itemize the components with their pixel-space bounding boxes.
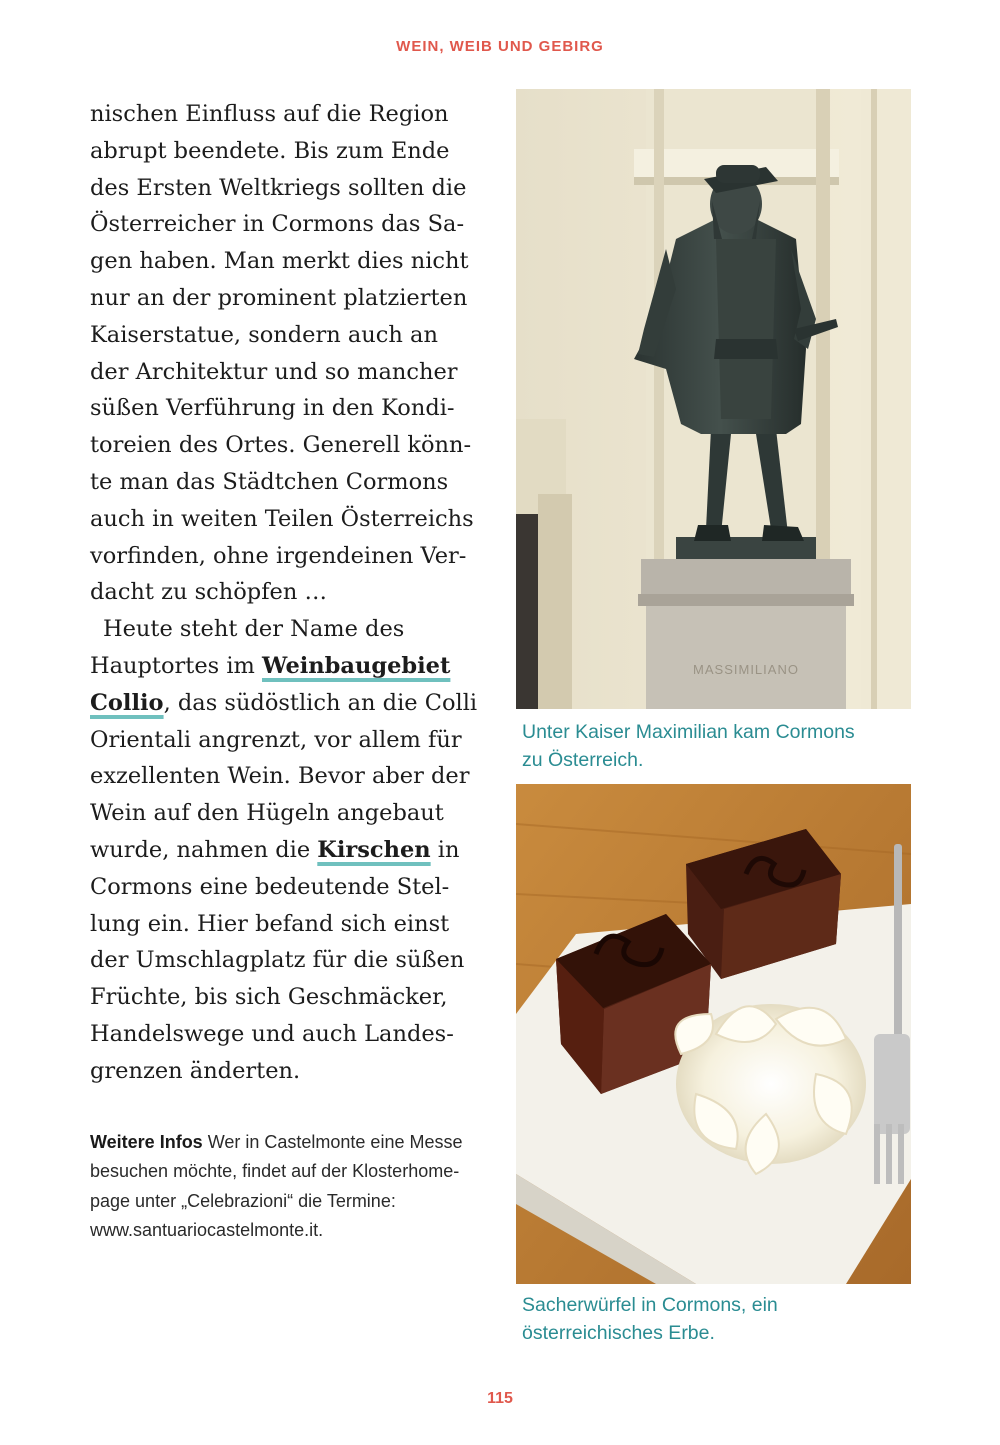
body-line — [90, 648, 490, 685]
body-text-fragment: Hauptortes im — [90, 652, 263, 679]
body-line: süßen Verführung in den Kondi- — [90, 395, 455, 422]
body-line: auch in weiten Teilen Österreichs — [90, 505, 474, 532]
body-line: Kaiserstatue, sondern auch an — [90, 321, 438, 348]
page-number: 115 — [487, 1390, 513, 1407]
body-line: nischen Einfluss auf die Region — [90, 101, 449, 127]
running-head: WEIN, WEIB UND GEBIRG — [396, 38, 604, 55]
body-line: des Ersten Weltkriegs sollten die — [90, 174, 467, 201]
body-line — [90, 832, 490, 869]
info-line — [90, 1128, 490, 1157]
caption-line: Sacherwürfel in Cormons, ein — [522, 1294, 778, 1316]
keyword-link-collio[interactable]: Collio — [90, 689, 164, 716]
body-line: toreien des Ortes. Generell könn- — [90, 432, 472, 459]
body-line: exzellenten Wein. Bevor aber der — [90, 763, 470, 790]
body-line: Wein auf den Hügeln angebaut — [90, 800, 444, 827]
body-line: Früchte, bis sich Geschmäcker, — [90, 984, 448, 1011]
body-line: Heute steht der Name des — [103, 616, 405, 643]
info-line: page unter „Celebrazioni“ die Termine: — [90, 1190, 396, 1211]
body-line: Handelswege und auch Landes- — [90, 1020, 454, 1047]
body-text-fragment: , das südöstlich an die Colli — [163, 689, 478, 716]
sacher-caption — [522, 1291, 922, 1347]
body-line: der Umschlagplatz für die süßen — [90, 947, 465, 974]
body-line: grenzen änderten. — [90, 1057, 301, 1084]
body-line: gen haben. Man merkt dies nicht — [90, 248, 469, 275]
caption-line: österreichisches Erbe. — [522, 1322, 715, 1344]
info-text: Wer in Castelmonte eine Messe — [202, 1132, 463, 1152]
body-text — [90, 96, 490, 1090]
body-line: abrupt beendete. Bis zum Ende — [90, 137, 450, 164]
info-label: Weitere Infos — [90, 1132, 203, 1152]
body-line: Österreicher in Cormons das Sa- — [90, 211, 465, 238]
keyword-link-weinbaugebiet[interactable]: Weinbaugebiet — [262, 652, 451, 679]
caption-line: Unter Kaiser Maximilian kam Cormons — [522, 721, 855, 743]
body-line — [90, 685, 490, 722]
body-line: der Architektur und so mancher — [90, 358, 458, 385]
body-text-fragment: in — [430, 836, 460, 863]
body-line: Orientali angrenzt, vor allem für — [90, 726, 462, 753]
info-box — [90, 1128, 490, 1245]
body-line: te man das Städtchen Cormons — [90, 468, 449, 495]
caption-line: zu Österreich. — [522, 749, 644, 771]
body-line: dacht zu schöpfen … — [90, 579, 327, 606]
body-line: lung ein. Hier befand sich einst — [90, 910, 450, 937]
statue-photo — [516, 89, 911, 709]
sacher-photo — [516, 784, 911, 1284]
pedestal-inscription: MASSIMILIANO — [693, 662, 799, 677]
body-line: nur an der prominent platzierten — [90, 284, 468, 311]
body-line: vorfinden, ohne irgendeinen Ver- — [90, 542, 467, 569]
info-url[interactable]: www.santuariocastelmonte.it. — [90, 1219, 324, 1240]
info-line: besuchen möchte, findet auf der Klosterhome- — [90, 1161, 460, 1182]
body-line: Cormons eine bedeutende Stel- — [90, 873, 450, 900]
keyword-link-kirschen[interactable]: Kirschen — [317, 836, 431, 863]
body-text-fragment: wurde, nahmen die — [90, 836, 318, 863]
statue-caption — [522, 718, 922, 774]
